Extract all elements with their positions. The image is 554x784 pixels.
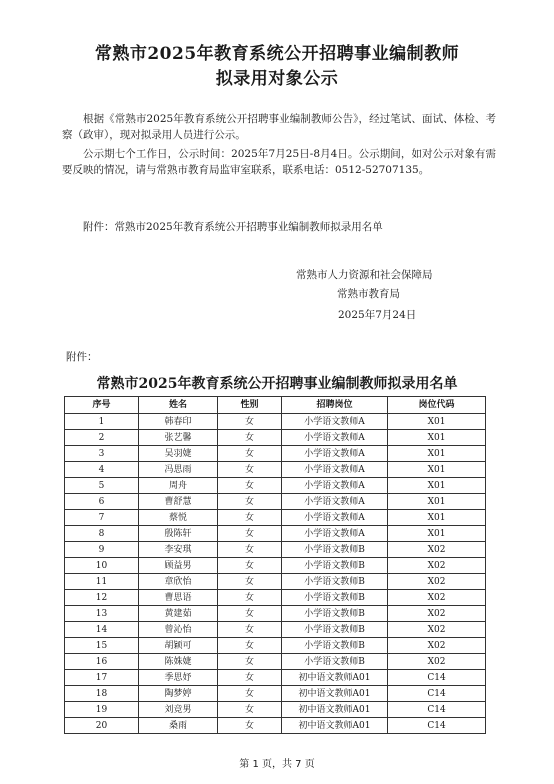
cell-position-code: X02 bbox=[388, 542, 486, 558]
cell-gender: 女 bbox=[218, 670, 282, 686]
cell-seq: 3 bbox=[65, 446, 139, 462]
table-row bbox=[65, 494, 486, 510]
cell-name: 刘竞男 bbox=[139, 702, 218, 718]
cell-position-code: X02 bbox=[388, 654, 486, 670]
cell-position-code: X01 bbox=[388, 430, 486, 446]
cell-position: 初中语文教师A01 bbox=[282, 670, 388, 686]
cell-position: 小学语文教师A bbox=[282, 446, 388, 462]
cell-position-code: C14 bbox=[388, 702, 486, 718]
cell-seq: 13 bbox=[65, 606, 139, 622]
cell-position: 小学语文教师A bbox=[282, 478, 388, 494]
cell-position: 小学语文教师A bbox=[282, 462, 388, 478]
cell-name: 韩春印 bbox=[139, 414, 218, 430]
cell-seq: 15 bbox=[65, 638, 139, 654]
cell-gender: 女 bbox=[218, 446, 282, 462]
cell-position: 小学语文教师B bbox=[282, 622, 388, 638]
cell-gender: 女 bbox=[218, 702, 282, 718]
table-row bbox=[65, 510, 486, 526]
cell-position: 小学语文教师B bbox=[282, 638, 388, 654]
cell-gender: 女 bbox=[218, 494, 282, 510]
cell-gender: 女 bbox=[218, 510, 282, 526]
cell-name: 曹思语 bbox=[139, 590, 218, 606]
cell-name: 曹舒慧 bbox=[139, 494, 218, 510]
cell-position: 小学语文教师A bbox=[282, 494, 388, 510]
cell-seq: 10 bbox=[65, 558, 139, 574]
cell-gender: 女 bbox=[218, 414, 282, 430]
table-row bbox=[65, 430, 486, 446]
cell-seq: 6 bbox=[65, 494, 139, 510]
cell-position: 小学语文教师B bbox=[282, 542, 388, 558]
cell-seq: 19 bbox=[65, 702, 139, 718]
cell-position-code: X01 bbox=[388, 478, 486, 494]
table-row bbox=[65, 638, 486, 654]
header-name: 姓名 bbox=[139, 397, 218, 414]
cell-seq: 5 bbox=[65, 478, 139, 494]
cell-gender: 女 bbox=[218, 654, 282, 670]
cell-gender: 女 bbox=[218, 526, 282, 542]
cell-seq: 11 bbox=[65, 574, 139, 590]
cell-seq: 20 bbox=[65, 718, 139, 734]
cell-name: 蔡悦 bbox=[139, 510, 218, 526]
cell-position: 小学语文教师A bbox=[282, 510, 388, 526]
cell-gender: 女 bbox=[218, 430, 282, 446]
header-position-code: 岗位代码 bbox=[388, 397, 486, 414]
cell-seq: 7 bbox=[65, 510, 139, 526]
table-row bbox=[65, 414, 486, 430]
cell-seq: 12 bbox=[65, 590, 139, 606]
cell-position: 小学语文教师A bbox=[282, 414, 388, 430]
cell-name: 黄建茹 bbox=[139, 606, 218, 622]
table-header-row bbox=[65, 397, 486, 414]
cell-seq: 18 bbox=[65, 686, 139, 702]
cell-position-code: X02 bbox=[388, 606, 486, 622]
cell-seq: 14 bbox=[65, 622, 139, 638]
cell-position-code: X02 bbox=[388, 622, 486, 638]
table-row bbox=[65, 622, 486, 638]
cell-name: 吴羽婕 bbox=[139, 446, 218, 462]
table-row bbox=[65, 542, 486, 558]
document-title bbox=[0, 42, 554, 92]
cell-gender: 女 bbox=[218, 574, 282, 590]
cell-gender: 女 bbox=[218, 718, 282, 734]
cell-name: 章欣怡 bbox=[139, 574, 218, 590]
cell-position-code: X02 bbox=[388, 558, 486, 574]
cell-seq: 8 bbox=[65, 526, 139, 542]
signature-org-hr-bureau: 常熟市人力资源和社会保障局 bbox=[296, 269, 433, 281]
cell-gender: 女 bbox=[218, 462, 282, 478]
cell-name: 陶梦婷 bbox=[139, 686, 218, 702]
table-body bbox=[65, 414, 486, 734]
cell-position: 小学语文教师B bbox=[282, 590, 388, 606]
cell-position-code: C14 bbox=[388, 686, 486, 702]
cell-position-code: X02 bbox=[388, 638, 486, 654]
cell-position-code: X01 bbox=[388, 414, 486, 430]
cell-position-code: X01 bbox=[388, 494, 486, 510]
notice-paragraph-basis: 根据《常熟市2025年教育系统公开招聘事业编制教师公告》，经过笔试、面试、体检、考察（政审），现对拟录用人员进行公示。 bbox=[62, 113, 496, 141]
table-row bbox=[65, 526, 486, 542]
cell-name: 殷陈轩 bbox=[139, 526, 218, 542]
cell-name: 胡颖可 bbox=[139, 638, 218, 654]
table-title: 常熟市2025年教育系统公开招聘事业编制教师拟录用名单 bbox=[96, 376, 458, 392]
cell-seq: 17 bbox=[65, 670, 139, 686]
cell-name: 陈姝婕 bbox=[139, 654, 218, 670]
cell-seq: 1 bbox=[65, 414, 139, 430]
cell-gender: 女 bbox=[218, 542, 282, 558]
table-row bbox=[65, 558, 486, 574]
header-position: 招聘岗位 bbox=[282, 397, 388, 414]
table-row bbox=[65, 606, 486, 622]
hiring-roster-table bbox=[64, 396, 486, 734]
cell-position-code: X01 bbox=[388, 462, 486, 478]
page-footer: 第 1 页，共 7 页 bbox=[239, 759, 315, 770]
cell-name: 张艺馨 bbox=[139, 430, 218, 446]
cell-position: 小学语文教师B bbox=[282, 654, 388, 670]
notice-paragraph-attachment: 附件：常熟市2025年教育系统公开招聘事业编制教师拟录用名单 bbox=[83, 221, 383, 233]
cell-position-code: X01 bbox=[388, 510, 486, 526]
cell-gender: 女 bbox=[218, 622, 282, 638]
cell-name: 周舟 bbox=[139, 478, 218, 494]
cell-position-code: X01 bbox=[388, 526, 486, 542]
cell-gender: 女 bbox=[218, 638, 282, 654]
cell-gender: 女 bbox=[218, 478, 282, 494]
cell-seq: 16 bbox=[65, 654, 139, 670]
cell-position: 小学语文教师B bbox=[282, 606, 388, 622]
cell-position: 小学语文教师A bbox=[282, 430, 388, 446]
cell-position-code: X02 bbox=[388, 574, 486, 590]
table-row bbox=[65, 446, 486, 462]
table-row bbox=[65, 590, 486, 606]
table-row bbox=[65, 478, 486, 494]
attachment-label: 附件： bbox=[66, 351, 98, 363]
cell-position-code: C14 bbox=[388, 670, 486, 686]
cell-position-code: C14 bbox=[388, 718, 486, 734]
cell-gender: 女 bbox=[218, 606, 282, 622]
cell-name: 桑雨 bbox=[139, 718, 218, 734]
cell-position: 小学语文教师B bbox=[282, 574, 388, 590]
cell-position-code: X01 bbox=[388, 446, 486, 462]
cell-position: 初中语文教师A01 bbox=[282, 702, 388, 718]
cell-gender: 女 bbox=[218, 590, 282, 606]
table-row bbox=[65, 670, 486, 686]
cell-seq: 4 bbox=[65, 462, 139, 478]
cell-seq: 2 bbox=[65, 430, 139, 446]
cell-position: 初中语文教师A01 bbox=[282, 718, 388, 734]
cell-position-code: X02 bbox=[388, 590, 486, 606]
table-row bbox=[65, 718, 486, 734]
table-row bbox=[65, 462, 486, 478]
table-row bbox=[65, 686, 486, 702]
cell-name: 顾益男 bbox=[139, 558, 218, 574]
table-row bbox=[65, 702, 486, 718]
table-row bbox=[65, 654, 486, 670]
cell-name: 曾沁怡 bbox=[139, 622, 218, 638]
document-title-line2: 拟录用对象公示 bbox=[215, 69, 339, 89]
header-gender: 性别 bbox=[218, 397, 282, 414]
cell-gender: 女 bbox=[218, 558, 282, 574]
cell-position: 小学语文教师A bbox=[282, 526, 388, 542]
cell-name: 冯思雨 bbox=[139, 462, 218, 478]
notice-paragraph-period: 公示期七个工作日，公示时间：2025年7月25日-8月4日。公示期间，如对公示对象有需要反映的情况，请与常熟市教育局监审室联系，联系电话：0512-52707135。 bbox=[62, 148, 496, 176]
cell-name: 李安琪 bbox=[139, 542, 218, 558]
table-row bbox=[65, 574, 486, 590]
header-seq: 序号 bbox=[65, 397, 139, 414]
signature-date: 2025年7月24日 bbox=[338, 309, 417, 321]
cell-name: 季思妤 bbox=[139, 670, 218, 686]
cell-position: 小学语文教师B bbox=[282, 558, 388, 574]
document-title-line1: 常熟市2025年教育系统公开招聘事业编制教师 bbox=[94, 44, 460, 64]
cell-seq: 9 bbox=[65, 542, 139, 558]
signature-org-education-bureau: 常熟市教育局 bbox=[337, 288, 400, 300]
cell-position: 初中语文教师A01 bbox=[282, 686, 388, 702]
cell-gender: 女 bbox=[218, 686, 282, 702]
